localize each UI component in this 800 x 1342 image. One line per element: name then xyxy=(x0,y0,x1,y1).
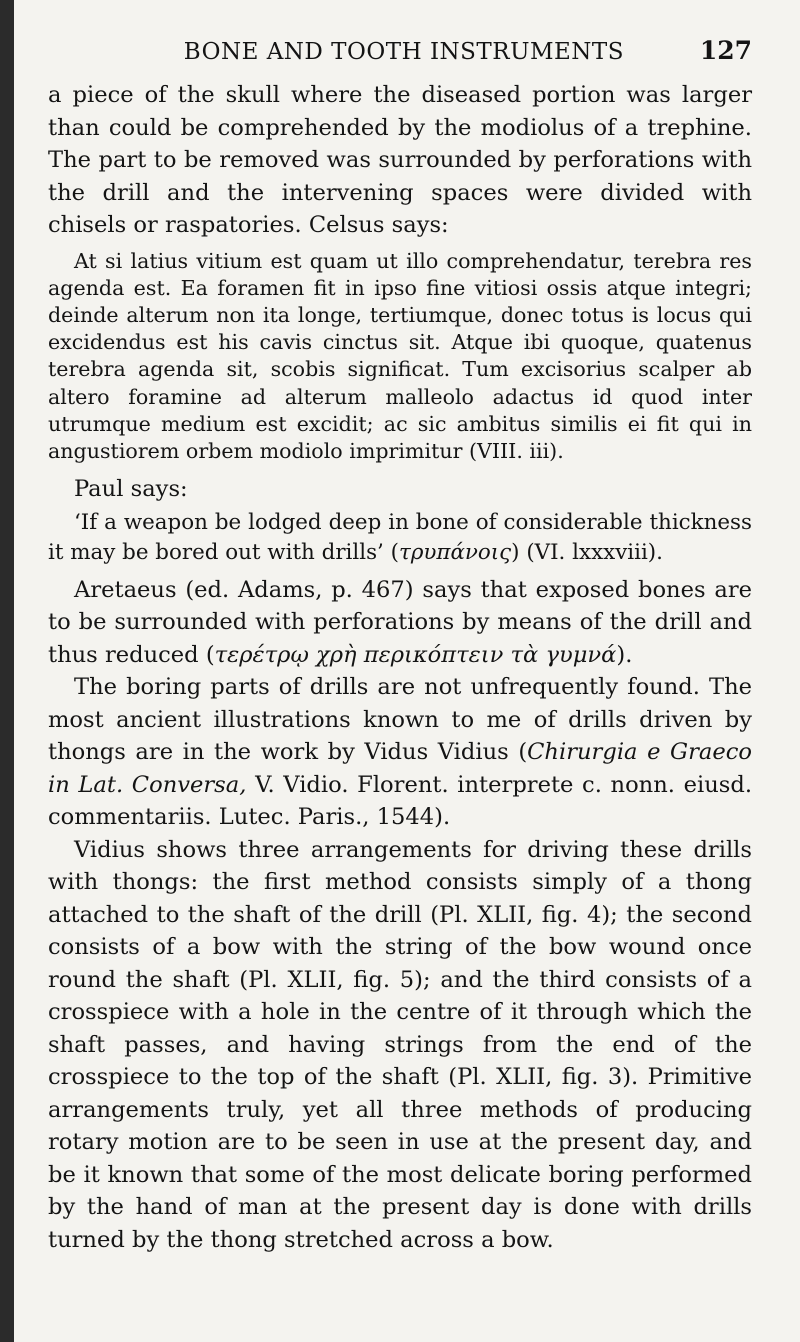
paragraph-vidius: Vidius shows three arrangements for driving these drills with thongs: the first method consists simply of a thong attached to the shaft of the drill (Pl. XLII, fig. 4); the second consists of a bow with the string of the bow wound once round the shaft (Pl. XLII, fig. 5); and the third consists of a crosspiece with a hole in the centre of it through which the shaft passes, and having strings from the end of the crosspiece to the top of the shaft (Pl. XLII, fig. 3). Primitive arrangements truly, yet all three methods of producing rotary motion are to be seen in use at the present day, and be it known that some of the most delicate boring performed by the hand of man at the present day is done with drills turned by the thong stretched across a bow. xyxy=(48,836,752,1253)
running-title: BONE AND TOOTH INSTRUMENTS xyxy=(183,39,625,65)
paul-quote-text-a: ‘If a weapon be lodged deep in bone of considerable thickness it may be bored out with drills’ ( xyxy=(48,509,752,565)
paul-quote xyxy=(48,508,752,568)
paragraph-1: a piece of the skull where the diseased portion was larger than could be comprehended by the modiolus of a trephine. The part to be removed was surrounded by perforations with the drill and the intervening spaces were divided with chisels or raspatories. Celsus says: xyxy=(48,82,752,238)
paul-quote-text-b: ) (VI. lxxxviii). xyxy=(511,539,663,565)
aretaeus-text-b: ). xyxy=(616,641,633,668)
aretaeus-greek: τερέτρῳ χρὴ περικόπτειν τὰ γυμνά xyxy=(214,641,617,668)
paragraph-paul-says: Paul says: xyxy=(74,476,188,503)
boring-text-a: The boring parts of drills are not unfrequently found. The most ancient illustrations known to me of drills driven by thongs are in the work by Vidus Vidius ( xyxy=(48,674,752,766)
boring-italic-title: Chirurgia e Graeco in Lat. Conversa, xyxy=(48,739,752,798)
paragraph-aretaeus xyxy=(48,574,752,672)
book-page xyxy=(14,0,800,1342)
aretaeus-text-a: Aretaeus (ed. Adams, p. 467) says that exposed bones are to be surrounded with perforations by means of the drill and thus reduced ( xyxy=(48,576,752,668)
paul-quote-greek: τρυπάνοις xyxy=(399,539,512,565)
boring-text-b: V. Vidio. Florent. interprete c. nonn. eiusd. commentariis. Lutec. Paris., 1544). xyxy=(48,771,753,831)
page-number: 127 xyxy=(699,36,752,65)
paragraph-boring-parts xyxy=(48,671,752,834)
celsus-latin-quote: At si latius vitium est quam ut illo comprehendatur, terebra res agenda est. Ea foramen fit in ipso fine vitiosi ossis atque integri; deinde alterum non ita longe, tertiumque, donec totus is locus qui excidendus est his cavis cinctus sit. Atque ibi quoque, quatenus terebra agenda sit, scobis significat. Tum excisorius scalper ab altero foramine ad alterum malleolo adactus id quod inter utrumque medium est excidit; ac sic ambitus similis ei fit qui in angustiorem orbem modiolo imprimitur (VIII. iii). xyxy=(48,248,752,463)
page-header xyxy=(48,36,752,65)
